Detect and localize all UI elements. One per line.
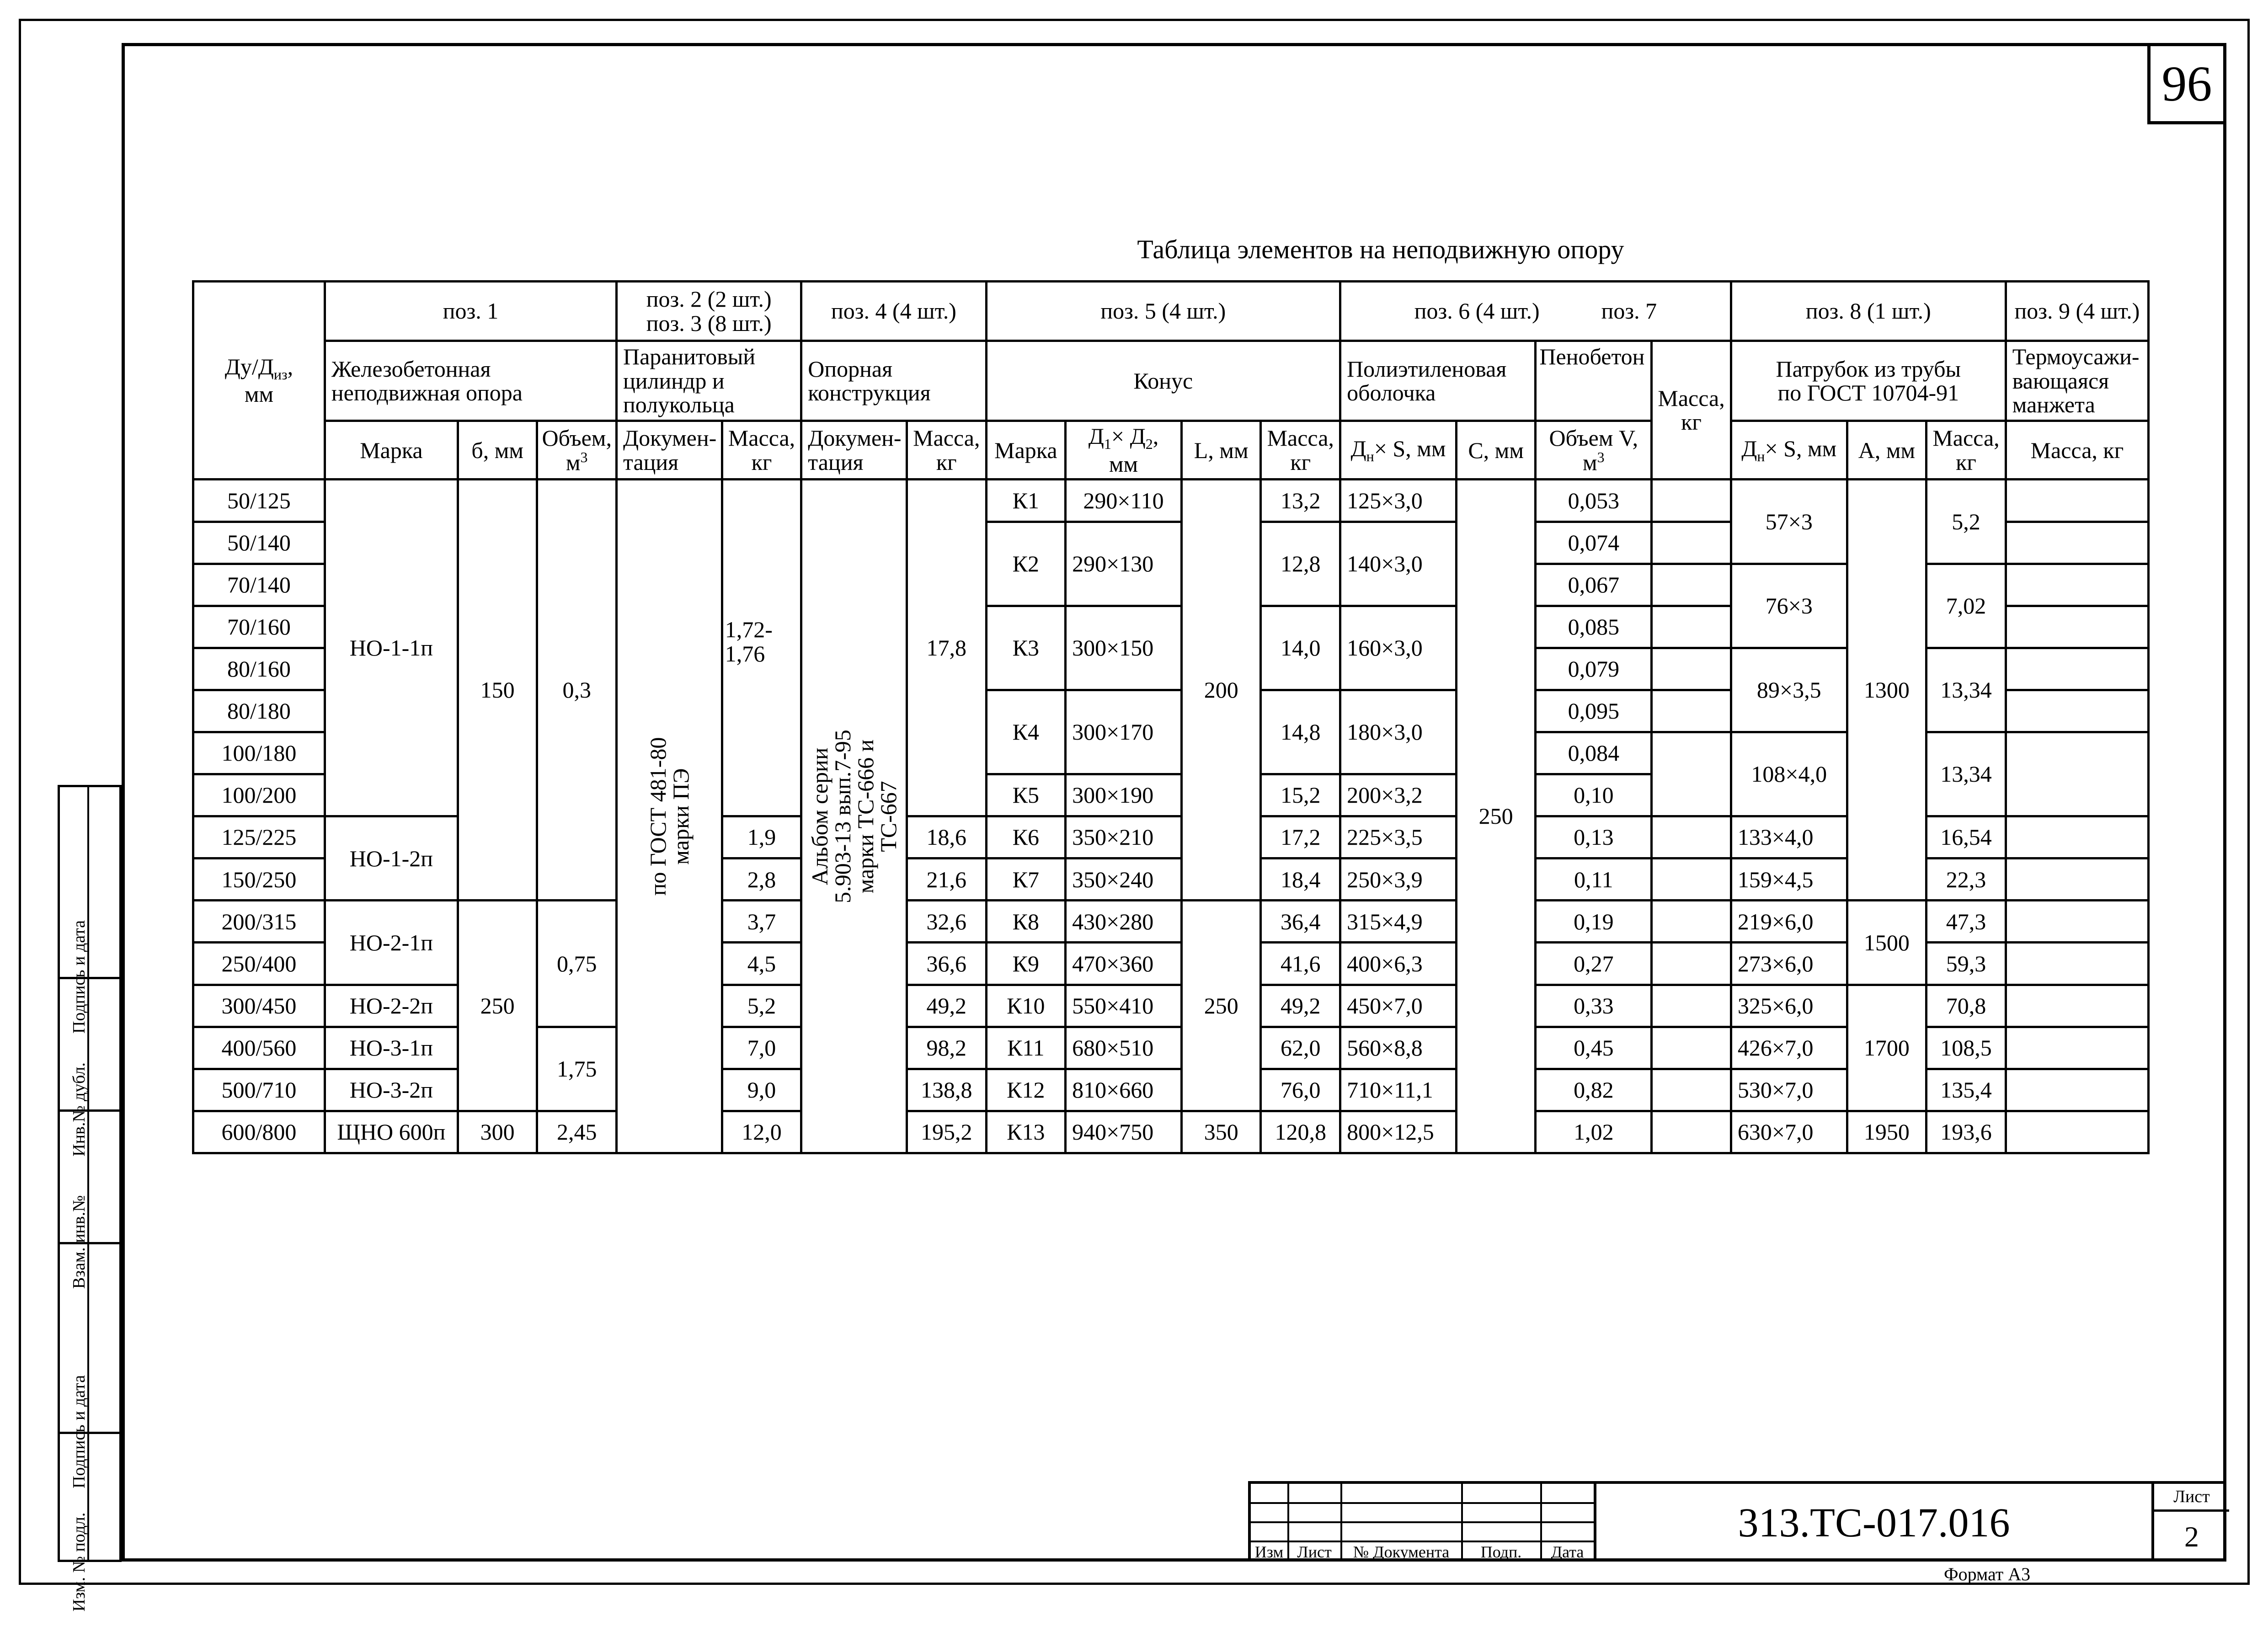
mass8-cell: 193,6 <box>1926 1111 2006 1153</box>
L-cell: 350 <box>1181 1111 1261 1153</box>
poz6-name: Полиэтиленовая оболочка <box>1340 341 1536 421</box>
mass9-cell <box>2006 816 2148 858</box>
page-number: 96 <box>2147 43 2226 124</box>
col-d1d2-header: $Д_1\times Д_2$, мм <box>1066 421 1182 480</box>
dy-cell: 100/180 <box>193 732 325 774</box>
mass8-cell: 16,54 <box>1926 816 2006 858</box>
poz1-name: Железобетонная неподвижная опора <box>325 341 616 421</box>
marka5-cell: К11 <box>986 1027 1066 1069</box>
poz4-doc-cell: Альбом серии 5.903-13 вып.7-95 марки ТС-666 и ТС-667 <box>801 480 907 1153</box>
poz7-header-label: поз. 7 <box>1601 298 1657 324</box>
col-V-header: Объем V, $м^3$ <box>1536 421 1652 480</box>
poz67-header <box>1340 282 1731 341</box>
mass5-cell: 17,2 <box>1261 816 1340 858</box>
dy-cell: 50/125 <box>193 480 325 522</box>
d1d2-cell: 680×510 <box>1066 1027 1182 1069</box>
d1d2-cell: 290×130 <box>1066 522 1182 606</box>
side-stamp-cell: Изм. № подл. <box>60 1432 119 1562</box>
poz5-name: Конус <box>986 341 1340 421</box>
poz9-name: Термоусажи- вающаяся манжета <box>2006 341 2148 421</box>
poz23-mass-cell: 1,72- 1,76 <box>722 480 801 816</box>
poz9-header: поз. 9 (4 шт.) <box>2006 282 2148 341</box>
dns6-cell: 200×3,2 <box>1340 774 1457 816</box>
dns6-cell: 710×11,1 <box>1340 1069 1457 1111</box>
poz8-header: поз. 8 (1 шт.) <box>1731 282 2006 341</box>
poz4-mass-cell: 36,6 <box>907 943 987 985</box>
sheet-label: Лист <box>2154 1484 2229 1512</box>
mass8-cell: 108,5 <box>1926 1027 2006 1069</box>
marka5-cell: К7 <box>986 858 1066 901</box>
marka5-cell: К12 <box>986 1069 1066 1111</box>
mass7-cell <box>1652 1027 1731 1069</box>
mass7-cell <box>1652 1069 1731 1111</box>
b-cell: 300 <box>458 1111 537 1153</box>
v-cell: 0,067 <box>1536 564 1652 606</box>
marka-cell: ЩНО 600п <box>325 1111 458 1153</box>
p8-cell: 133×4,0 <box>1731 816 1847 858</box>
poz23-mass-cell: 9,0 <box>722 1069 801 1111</box>
dy-cell: 50/140 <box>193 522 325 564</box>
dy-cell: 200/315 <box>193 901 325 943</box>
sheet-number: 2 <box>2184 1520 2199 1553</box>
dy-cell: 400/560 <box>193 1027 325 1069</box>
marka5-cell: К6 <box>986 816 1066 858</box>
col-mass8-header: Масса, кг <box>1926 421 2006 480</box>
poz7-name: Пенобетон <box>1536 341 1652 421</box>
C-cell: 250 <box>1456 480 1536 1153</box>
mass9-cell <box>2006 690 2148 732</box>
dns6-cell: 180×3,0 <box>1340 690 1457 774</box>
title-block-label: № Документа <box>1353 1543 1450 1561</box>
mass9-cell <box>2006 564 2148 606</box>
p8-cell: 325×6,0 <box>1731 985 1847 1027</box>
poz23-mass-cell: 3,7 <box>722 901 801 943</box>
mass5-cell: 41,6 <box>1261 943 1340 985</box>
mass9-cell <box>2006 1111 2148 1153</box>
mass7-cell <box>1652 1111 1731 1153</box>
poz4-header: поз. 4 (4 шт.) <box>801 282 986 341</box>
mass5-cell: 12,8 <box>1261 522 1340 606</box>
dy-header: $Ду/Д_{из}$, мм <box>193 282 325 480</box>
v-cell: 0,13 <box>1536 816 1652 858</box>
marka5-cell: К5 <box>986 774 1066 816</box>
mass7-cell <box>1652 564 1731 606</box>
mass5-cell: 14,0 <box>1261 606 1340 690</box>
p8-cell: 76×3 <box>1731 564 1847 648</box>
table-row <box>193 480 2149 522</box>
v-cell: 0,19 <box>1536 901 1652 943</box>
side-stamp <box>58 785 122 1612</box>
col-mass5-header: Масса, кг <box>1261 421 1340 480</box>
mass8-cell: 59,3 <box>1926 943 2006 985</box>
dy-cell: 500/710 <box>193 1069 325 1111</box>
poz23-mass-cell: 12,0 <box>722 1111 801 1153</box>
dns6-cell: 400×6,3 <box>1340 943 1457 985</box>
p8-cell: 219×6,0 <box>1731 901 1847 943</box>
table-title: Таблица элементов на неподвижную опору <box>1137 235 1624 264</box>
mass8-cell: 135,4 <box>1926 1069 2006 1111</box>
side-stamp-cell: Инв.№ дубл. <box>60 977 119 1109</box>
col-b-header: б, мм <box>458 421 537 480</box>
poz8-name: Патрубок из трубы по ГОСТ 10704-91 <box>1731 341 2006 421</box>
marka-cell: НО-3-1п <box>325 1027 458 1069</box>
marka-cell: НО-3-2п <box>325 1069 458 1111</box>
mass8-cell: 7,02 <box>1926 564 2006 648</box>
dy-cell: 70/160 <box>193 606 325 648</box>
poz4-mass-cell: 32,6 <box>907 901 987 943</box>
col-volume-header: Объем, $м^3$ <box>537 421 617 480</box>
mass7-cell <box>1652 648 1731 690</box>
dns6-cell: 800×12,5 <box>1340 1111 1457 1153</box>
poz23-name: Паранитовый цилиндр и полукольца <box>617 341 801 421</box>
mass7-cell <box>1652 522 1731 564</box>
marka-cell: НО-2-1п <box>325 901 458 985</box>
col-mass9-header: Масса, кг <box>2006 421 2148 480</box>
dy-cell: 80/160 <box>193 648 325 690</box>
mass9-cell <box>2006 1027 2148 1069</box>
d1d2-cell: 290×110 <box>1066 480 1182 522</box>
poz1-header: поз. 1 <box>325 282 616 341</box>
side-stamp-cell: Подпись и дата <box>60 1242 119 1432</box>
poz23-mass-cell: 7,0 <box>722 1027 801 1069</box>
mass5-cell: 120,8 <box>1261 1111 1340 1153</box>
poz4-mass-cell: 195,2 <box>907 1111 987 1153</box>
side-stamp-cell: Взам. инв.№ <box>60 1109 119 1242</box>
v-cell: 1,02 <box>1536 1111 1652 1153</box>
marka5-cell: К8 <box>986 901 1066 943</box>
marka-cell: НО-1-2п <box>325 816 458 901</box>
marka5-cell: К3 <box>986 606 1066 690</box>
poz23-mass-cell: 4,5 <box>722 943 801 985</box>
mass8-cell: 22,3 <box>1926 858 2006 901</box>
A-cell: 1500 <box>1847 901 1926 985</box>
dy-cell: 300/450 <box>193 985 325 1027</box>
d1d2-cell: 350×240 <box>1066 858 1182 901</box>
p8-cell: 57×3 <box>1731 480 1847 564</box>
L-cell: 250 <box>1181 901 1261 1111</box>
mass7-cell <box>1652 816 1731 858</box>
mass9-cell <box>2006 858 2148 901</box>
col-C-header: С, мм <box>1456 421 1536 480</box>
mass5-cell: 36,4 <box>1261 901 1340 943</box>
dns6-cell: 315×4,9 <box>1340 901 1457 943</box>
v-cell: 0,084 <box>1536 732 1652 774</box>
v-cell: 0,45 <box>1536 1027 1652 1069</box>
dy-cell: 250/400 <box>193 943 325 985</box>
col-marka5-header: Марка <box>986 421 1066 480</box>
col-doc23-header: Докумен- тация <box>617 421 722 480</box>
poz4-mass-cell: 98,2 <box>907 1027 987 1069</box>
p8-cell: 530×7,0 <box>1731 1069 1847 1111</box>
d1d2-cell: 940×750 <box>1066 1111 1182 1153</box>
col-mass4-header: Масса, кг <box>907 421 987 480</box>
marka5-cell: К13 <box>986 1111 1066 1153</box>
dns6-cell: 250×3,9 <box>1340 858 1457 901</box>
A-cell: 1700 <box>1847 985 1926 1111</box>
sheet-box <box>2151 1484 2229 1562</box>
mass7-cell <box>1652 943 1731 985</box>
poz4-mass-cell: 18,6 <box>907 816 987 858</box>
mass7-cell <box>1652 858 1731 901</box>
d1d2-cell: 430×280 <box>1066 901 1182 943</box>
title-block-label: Изм <box>1254 1543 1284 1561</box>
mass5-cell: 13,2 <box>1261 480 1340 522</box>
mass8-cell: 13,34 <box>1926 732 2006 816</box>
A-cell: 1300 <box>1847 480 1926 901</box>
marka5-cell: К4 <box>986 690 1066 774</box>
mass7-cell <box>1652 690 1731 732</box>
mass9-cell <box>2006 985 2148 1027</box>
d1d2-cell: 350×210 <box>1066 816 1182 858</box>
mass5-cell: 76,0 <box>1261 1069 1340 1111</box>
mass8-cell: 70,8 <box>1926 985 2006 1027</box>
elements-table <box>192 280 2150 1154</box>
dy-cell: 600/800 <box>193 1111 325 1153</box>
v-cell: 0,053 <box>1536 480 1652 522</box>
p8-cell: 89×3,5 <box>1731 648 1847 732</box>
col-doc4-header: Докумен- тация <box>801 421 907 480</box>
v-cell: 0,079 <box>1536 648 1652 690</box>
mass5-cell: 18,4 <box>1261 858 1340 901</box>
poz4-mass-cell: 49,2 <box>907 985 987 1027</box>
poz23-mass-cell: 5,2 <box>722 985 801 1027</box>
d1d2-cell: 300×190 <box>1066 774 1182 816</box>
d1d2-cell: 300×170 <box>1066 690 1182 774</box>
poz4-name: Опорная конструкция <box>801 341 986 421</box>
mass5-cell: 62,0 <box>1261 1027 1340 1069</box>
title-block <box>1248 1481 2226 1562</box>
v-cell: 0,33 <box>1536 985 1652 1027</box>
volume-cell: 0,3 <box>537 480 617 901</box>
poz23-mass-cell: 2,8 <box>722 858 801 901</box>
dy-cell: 80/180 <box>193 690 325 732</box>
title-block-label: Лист <box>1297 1543 1332 1561</box>
p8-cell: 273×6,0 <box>1731 943 1847 985</box>
dy-cell: 125/225 <box>193 816 325 858</box>
volume-cell: 0,75 <box>537 901 617 1027</box>
d1d2-cell: 470×360 <box>1066 943 1182 985</box>
dy-cell: 70/140 <box>193 564 325 606</box>
dy-cell: 100/200 <box>193 774 325 816</box>
v-cell: 0,074 <box>1536 522 1652 564</box>
mass9-cell <box>2006 648 2148 690</box>
mass9-cell <box>2006 943 2148 985</box>
A-cell: 1950 <box>1847 1111 1926 1153</box>
p8-cell: 108×4,0 <box>1731 732 1847 816</box>
mass7-cell <box>1652 732 1731 816</box>
volume-cell: 1,75 <box>537 1027 617 1111</box>
col-mass23-header: Масса, кг <box>722 421 801 480</box>
poz6-header-label: поз. 6 (4 шт.) <box>1414 298 1540 324</box>
marka5-cell: К1 <box>986 480 1066 522</box>
poz4-mass-cell: 138,8 <box>907 1069 987 1111</box>
v-cell: 0,82 <box>1536 1069 1652 1111</box>
L-cell: 200 <box>1181 480 1261 901</box>
document-number: 313.ТС-017.016 <box>1594 1484 2151 1562</box>
dns6-cell: 225×3,5 <box>1340 816 1457 858</box>
marka5-cell: К10 <box>986 985 1066 1027</box>
mass9-cell <box>2006 901 2148 943</box>
poz7-mass-header: Масса, кг <box>1652 341 1731 480</box>
mass8-cell: 47,3 <box>1926 901 2006 943</box>
v-cell: 0,10 <box>1536 774 1652 816</box>
poz23-mass-cell: 1,9 <box>722 816 801 858</box>
marka-cell: НО-1-1п <box>325 480 458 816</box>
marka5-cell: К9 <box>986 943 1066 985</box>
b-cell: 150 <box>458 480 537 901</box>
poz23-doc-cell: по ГОСТ 481-80 марки ПЭ <box>617 480 722 1153</box>
mass9-cell <box>2006 522 2148 564</box>
p8-cell: 426×7,0 <box>1731 1027 1847 1069</box>
title-block-label: Дата <box>1551 1543 1584 1561</box>
d1d2-cell: 550×410 <box>1066 985 1182 1027</box>
dns6-cell: 560×8,8 <box>1340 1027 1457 1069</box>
mass9-cell <box>2006 480 2148 522</box>
mass9-cell <box>2006 606 2148 648</box>
title-block-label: Подп. <box>1480 1543 1522 1561</box>
v-cell: 0,085 <box>1536 606 1652 648</box>
p8-cell: 159×4,5 <box>1731 858 1847 901</box>
dns6-cell: 140×3,0 <box>1340 522 1457 606</box>
poz4-mass-cell: 21,6 <box>907 858 987 901</box>
marka5-cell: К2 <box>986 522 1066 606</box>
marka-cell: НО-2-2п <box>325 985 458 1027</box>
d1d2-cell: 810×660 <box>1066 1069 1182 1111</box>
mass7-cell <box>1652 985 1731 1027</box>
dns6-cell: 160×3,0 <box>1340 606 1457 690</box>
mass7-cell <box>1652 480 1731 522</box>
mass7-cell <box>1652 901 1731 943</box>
table-row <box>193 901 2149 943</box>
mass8-cell: 13,34 <box>1926 648 2006 732</box>
v-cell: 0,27 <box>1536 943 1652 985</box>
mass7-cell <box>1652 606 1731 648</box>
poz23-header: поз. 2 (2 шт.) поз. 3 (8 шт.) <box>617 282 801 341</box>
mass5-cell: 49,2 <box>1261 985 1340 1027</box>
mass5-cell: 15,2 <box>1261 774 1340 816</box>
v-cell: 0,095 <box>1536 690 1652 732</box>
paper-format: Формат А3 <box>1944 1564 2031 1584</box>
col-L-header: L, мм <box>1181 421 1261 480</box>
side-stamp-cell: Подпись и дата <box>69 920 89 1034</box>
p8-cell: 630×7,0 <box>1731 1111 1847 1153</box>
mass5-cell: 14,8 <box>1261 690 1340 774</box>
volume-cell: 2,45 <box>537 1111 617 1153</box>
poz5-header: поз. 5 (4 шт.) <box>986 282 1340 341</box>
mass9-cell <box>2006 1069 2148 1111</box>
dy-cell: 150/250 <box>193 858 325 901</box>
dns6-cell: 125×3,0 <box>1340 480 1457 522</box>
mass9-cell <box>2006 732 2148 816</box>
col-A-header: А, мм <box>1847 421 1926 480</box>
col-dns6-header: $Д_н\times S$, мм <box>1340 421 1457 480</box>
dns6-cell: 450×7,0 <box>1340 985 1457 1027</box>
col-marka-header: Марка <box>325 421 458 480</box>
b-cell: 250 <box>458 901 537 1111</box>
table-row <box>193 1111 2149 1153</box>
mass8-cell: 5,2 <box>1926 480 2006 564</box>
poz4-mass-cell: 17,8 <box>907 480 987 816</box>
d1d2-cell: 300×150 <box>1066 606 1182 690</box>
v-cell: 0,11 <box>1536 858 1652 901</box>
col-dns8-header: $Д_н\times S$, мм <box>1731 421 1847 480</box>
